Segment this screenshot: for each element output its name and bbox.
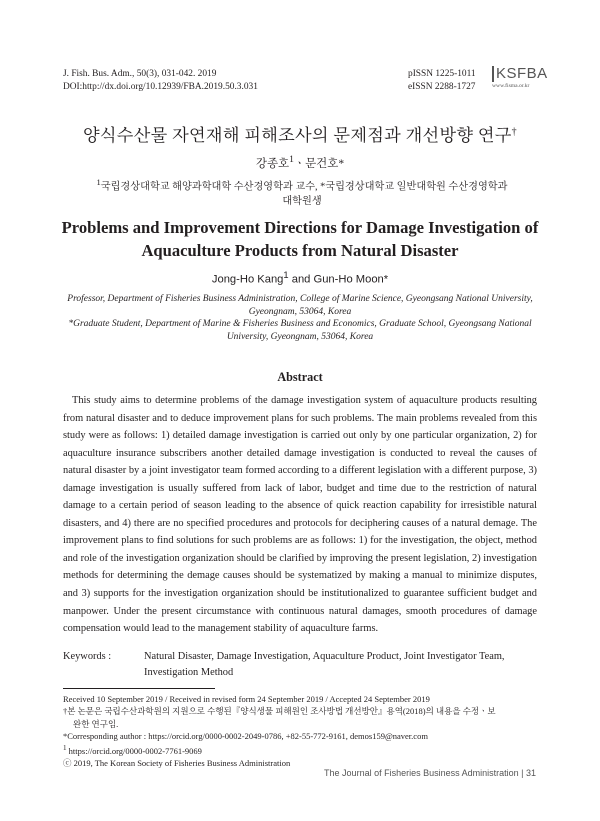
orcid-author-1[interactable]: [63, 742, 537, 757]
abstract-body: This study aims to determine problems of the damage investigation system of aquaculture products resulting from natural disaster and to deduce improvement plans for such problems. The main problems revealed from this study were as follows: 1) detailed damage investigation is carried out only by one particular organization, 2) for aquaculture insurance subscribers another detailed damage investigation is conducted to reveal the causes of natural disaster by a joint investigator team formed according to a different legislation with a different purpose, 3) damage investigation is usually suffered from lack of labor, budget and time due to the restriction of natural damage to a certain period of season leading to the absence of quick reaction capability for irresistible natural disasters, and 4) there are no specified procedures and protocols for deciphering causes of a natural demage. The improvement plans to find solutions for such problems are as follows: 1) for the investigation, the object, method and role of the investigation organization should be clarified by improving the present legislation, 2) investigation methods for determining the demage causes should be systematized by making a manual to minimize disputes, and 3) supports for the investigation organization should be institutionalized to guarantee sufficient budget and manpower. Under the present circumstance with continuous natural damages, smooth procedures of damage compensation would lead to the management stability of aquaculture farms.: [63, 395, 537, 635]
english-author-2: Gun-Ho Moon*: [313, 273, 389, 286]
korean-authors: [0, 154, 600, 171]
english-title-line-1: Problems and Improvement Directions for Damage Investigation of: [61, 218, 539, 237]
issn-block: [408, 68, 476, 94]
pissn: pISSN 1225-1011: [408, 69, 476, 79]
korean-title-text: 양식수산물 자연재해 피해조사의 문제점과 개선방향 연구: [83, 126, 512, 145]
logo-url: www.fisma.or.kr: [492, 83, 530, 89]
funding-note-line-2: 완한 연구임.: [73, 718, 119, 729]
keywords-label: Keywords :: [63, 651, 112, 662]
korean-affil-text: 국립경상대학교 해양과학대학 수산경영학과 교수, *국립경상대학교 일반대학원 수산경영학과 대학원생: [100, 181, 508, 208]
doi-link[interactable]: DOI:http://dx.doi.org/10.12939/FBA.2019.50.3.031: [63, 82, 258, 92]
eissn: eISSN 2288-1727: [408, 82, 476, 92]
ksfba-logo: [492, 65, 548, 90]
korean-affiliation: [95, 175, 509, 209]
journal-citation-block: [63, 68, 258, 94]
orcid-sup: 1: [63, 744, 67, 753]
korean-author-2: ㆍ문건호*: [293, 157, 345, 170]
abstract-heading: Abstract: [277, 370, 323, 384]
english-affiliations: [63, 293, 537, 343]
author-conjunction: and: [288, 273, 314, 286]
keywords: [63, 649, 537, 681]
english-authors: [0, 270, 600, 286]
english-affiliation-2: *Graduate Student, Department of Marine & Fisheries Business and Economics, Graduate School, Gyeongsang National University, Gyeongnam, 53064, Korea: [68, 319, 532, 342]
english-title: [50, 216, 550, 262]
title-footnote-mark: †: [511, 126, 517, 138]
corresponding-author[interactable]: *Corresponding author : https://orcid.org/0000-0002-2049-0786, +82-55-772-9161, demos159@naver.com: [63, 730, 428, 741]
keywords-text: Natural Disaster, Damage Investigation, Aquaculture Product, Joint Investigator Team, Investigation Method: [144, 651, 505, 678]
english-affiliation-1: Professor, Department of Fisheries Business Administration, College of Marine Science, Gyeongsang National University, Gyeongnam, 53064, Korea: [67, 294, 533, 317]
korean-author-1-sup: 1: [289, 154, 294, 165]
footnotes: [63, 693, 537, 770]
received-dates: Received 10 September 2019 / Received in revised form 24 September 2019 / Accepted 24 September 2019: [63, 694, 430, 704]
footnote-divider: [63, 688, 215, 689]
orcid-link[interactable]: https://orcid.org/0000-0002-7761-9069: [66, 746, 202, 757]
english-title-line-2: Aquaculture Products from Natural Disaster: [141, 241, 459, 260]
journal-citation: J. Fish. Bus. Adm., 50(3), 031-042. 2019: [63, 69, 217, 79]
page-footer: The Journal of Fisheries Business Administration | 31: [324, 768, 536, 778]
korean-author-1: 강종호: [255, 157, 290, 170]
copyright: ⓒ 2019, The Korean Society of Fisheries Business Administration: [63, 758, 291, 769]
korean-affil-sup: 1: [96, 177, 101, 187]
english-author-1: Jong-Ho Kang: [211, 273, 284, 286]
funding-note-line-1: †본 논문은 국립수산과학원의 지원으로 수행된『양식생물 피해원인 조사방법 개선방안』용역(2018)의 내용을 수정ㆍ보: [63, 706, 496, 717]
logo-text: KSFBA: [492, 66, 538, 82]
english-author-1-sup: 1: [283, 270, 289, 280]
korean-title: [0, 121, 600, 146]
